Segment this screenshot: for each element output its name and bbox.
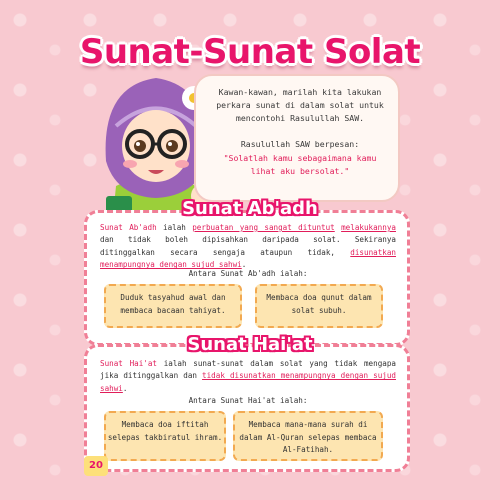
highlight: tidak disunatkan menampungnya dengan sujud sahwi [100,371,396,393]
highlight: disunatkan menampungnya dengan sujud sahwi [100,247,396,270]
text: ialah [156,223,193,232]
example-note: Duduk tasyahud awal dan membaca bacaan tahiyat. [104,284,242,328]
term: Sunat Hai'at [100,359,157,368]
text: dan tidak boleh dipisahkan daripada solat. Sekiranya ditinggalkan secara sengaja ataupun tidak, [100,235,396,257]
text: ialah sunat-sunat dalam solat yang tidak mengapa jika ditinggalkan dan [100,359,396,381]
example-note: Membaca doa iftitah selepas takbiratul ihram. [104,411,226,461]
list-intro: Antara Sunat Ab'adh ialah: [188,269,308,278]
speech-bubble [194,74,400,202]
page-title: Sunat-Sunat Solat [79,32,421,72]
example-note: Membaca doa qunut dalam solat subuh. [255,284,383,328]
highlight: melakukannya [341,223,396,232]
text: . [241,260,247,270]
sunat-haiat-heading: Sunat Hai'at [187,334,313,355]
sunat-abadh-paragraph [100,222,396,272]
page-number: 20 [84,456,108,476]
highlight: perbuatan yang sangat dituntut [192,223,335,232]
bubble-intro-text: Kawan-kawan, marilah kita lakukan perkara sunat di dalam solat untuk mencontohi Rasulullah SAW. [216,87,384,123]
term: Sunat Ab'adh [100,223,157,232]
sunat-haiat-paragraph [100,358,396,395]
hadith-quote: "Solatlah kamu sebagaimana kamu lihat aku bersolat." [223,153,377,176]
bubble-said-text: Rasulullah SAW berpesan: [240,139,360,149]
text: . [122,383,128,393]
example-note: Membaca mana-mana surah di dalam Al-Quran selepas membaca Al-Fatihah. [233,411,383,461]
sunat-abadh-heading: Sunat Ab'adh [182,198,318,219]
list-intro: Antara Sunat Hai'at ialah: [188,396,308,405]
